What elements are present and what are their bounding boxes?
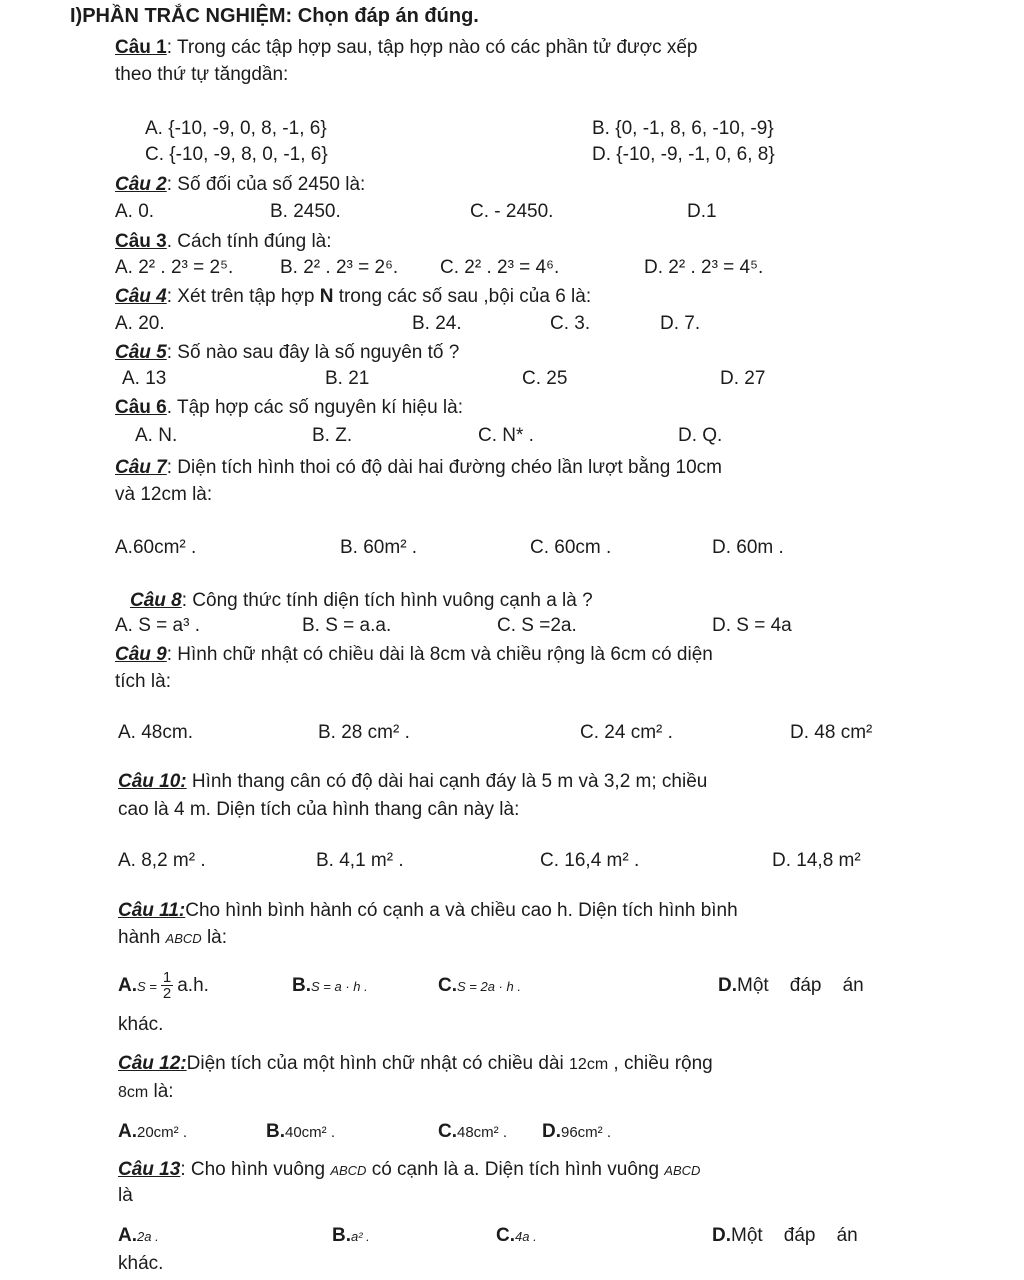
abcd-label: ABCD	[165, 931, 202, 946]
q13-option-d-cont: khác.	[118, 1253, 164, 1274]
q6-option-c[interactable]: C. N* .	[478, 425, 534, 446]
question-11	[118, 899, 738, 923]
q11-option-c-letter: C.	[438, 975, 457, 996]
question-5-text: : Số nào sau đây là số nguyên tố ?	[166, 342, 460, 363]
q12-option-a-value: 20cm² .	[137, 1124, 188, 1141]
q12-option-a[interactable]	[118, 1120, 187, 1145]
q13-option-b-value: a² .	[351, 1229, 370, 1244]
q11-option-d-letter: D.	[718, 975, 737, 996]
q12-option-b[interactable]	[266, 1120, 335, 1145]
q8-option-d[interactable]: D. S = 4a	[712, 615, 792, 636]
q4-option-b[interactable]: B. 24.	[412, 313, 462, 334]
question-4-text-pre: : Xét trên tập hợp	[166, 286, 320, 307]
q2-option-d[interactable]: D.1	[687, 201, 717, 222]
question-12-label: Câu 12:	[118, 1053, 187, 1074]
question-11-text-cont	[118, 926, 227, 951]
question-10	[118, 770, 707, 794]
q9-option-c[interactable]: C. 24 cm² .	[580, 722, 673, 743]
question-6	[115, 396, 463, 420]
q11-option-c[interactable]	[438, 974, 521, 999]
q12-option-b-value: 40cm² .	[285, 1124, 336, 1141]
abcd-label: ABCD	[330, 1163, 367, 1178]
question-8	[130, 589, 593, 613]
question-1	[115, 36, 698, 60]
question-10-text-cont: cao là 4 m. Diện tích của hình thang cân này là:	[118, 799, 520, 820]
width-value: 8cm	[118, 1084, 149, 1101]
question-3-text: . Cách tính đúng là:	[166, 231, 332, 252]
question-7-text: : Diện tích hình thoi có độ dài hai đường chéo lần lượt bằng 10cm	[166, 457, 722, 478]
q12-option-d-value: 96cm² .	[561, 1124, 612, 1141]
question-1-text-cont: theo thứ tự tăngdần:	[115, 64, 289, 85]
q10-option-d[interactable]: D. 14,8 m²	[772, 850, 861, 871]
q5-option-d[interactable]: D. 27	[720, 368, 766, 389]
question-13-text-mid: có cạnh là a. Diện tích hình vuông	[366, 1159, 665, 1180]
question-12-text-cont	[118, 1080, 174, 1105]
one-half-fraction	[161, 970, 173, 1001]
q11-option-d-text: Một đáp án	[737, 975, 864, 996]
q2-option-c[interactable]: C. - 2450.	[470, 201, 554, 222]
q3-option-c[interactable]: C. 2² . 2³ = 4⁶.	[440, 257, 560, 278]
q2-option-a[interactable]: A. 0.	[115, 201, 155, 222]
question-11-label: Câu 11:	[118, 900, 186, 921]
question-6-label: Câu 6	[115, 397, 167, 418]
q4-option-c[interactable]: C. 3.	[550, 313, 591, 334]
q4-option-a[interactable]: A. 20.	[115, 313, 165, 334]
q5-option-b[interactable]: B. 21	[325, 368, 370, 389]
q11-option-a[interactable]	[118, 966, 209, 1007]
q11-option-b-letter: B.	[292, 975, 311, 996]
q12-option-c-letter: C.	[438, 1121, 457, 1142]
question-9-label: Câu 9	[115, 644, 167, 665]
q1-option-c[interactable]: C. {-10, -9, 8, 0, -1, 6}	[145, 144, 328, 165]
q13-option-b-letter: B.	[332, 1225, 351, 1246]
q5-option-c[interactable]: C. 25	[522, 368, 568, 389]
question-11-text-pre: hành	[118, 927, 166, 948]
q12-option-d[interactable]	[542, 1120, 611, 1145]
question-2-text: : Số đối của số 2450 là:	[166, 174, 366, 195]
question-4-label: Câu 4	[115, 286, 167, 307]
q8-option-a[interactable]: A. S = a³ .	[115, 615, 201, 636]
q11-option-a-s: S =	[137, 979, 157, 994]
q11-option-b[interactable]	[292, 974, 368, 999]
q13-option-c-letter: C.	[496, 1225, 515, 1246]
question-11-text: Cho hình bình hành có cạnh a và chiều cao h. Diện tích hình bình	[185, 900, 738, 921]
question-2-label: Câu 2	[115, 174, 167, 195]
q4-option-d[interactable]: D. 7.	[660, 313, 701, 334]
q7-option-c[interactable]: C. 60cm .	[530, 537, 612, 558]
question-7-label: Câu 7	[115, 457, 167, 478]
q13-option-d[interactable]	[712, 1224, 858, 1248]
q2-option-b[interactable]: B. 2450.	[270, 201, 341, 222]
q6-option-b[interactable]: B. Z.	[312, 425, 353, 446]
q13-option-c[interactable]	[496, 1224, 537, 1249]
question-4	[115, 285, 591, 309]
question-5-label: Câu 5	[115, 342, 167, 363]
q7-option-a[interactable]: A.60cm² .	[115, 537, 197, 558]
question-10-label: Câu 10:	[118, 771, 187, 792]
q12-option-b-letter: B.	[266, 1121, 285, 1142]
question-13-label: Câu 13	[118, 1159, 181, 1180]
q13-option-c-value: 4a .	[515, 1229, 537, 1244]
q7-option-d[interactable]: D. 60m .	[712, 537, 784, 558]
question-1-text: : Trong các tập hợp sau, tập hợp nào có các phần tử được xếp	[166, 37, 698, 58]
question-11-text-post: là:	[201, 927, 228, 948]
question-8-text: : Công thức tính diện tích hình vuông cạnh a là ?	[181, 590, 593, 611]
question-8-label: Câu 8	[130, 590, 182, 611]
q11-option-b-expr: S = a · h .	[311, 979, 368, 994]
question-3-label: Câu 3	[115, 231, 167, 252]
question-7-text-cont: và 12cm là:	[115, 484, 213, 505]
question-3	[115, 230, 332, 254]
q9-option-b[interactable]: B. 28 cm² .	[318, 722, 410, 743]
q7-option-b[interactable]: B. 60m² .	[340, 537, 418, 558]
q10-option-c[interactable]: C. 16,4 m² .	[540, 850, 640, 871]
q12-option-a-letter: A.	[118, 1121, 137, 1142]
q9-option-a[interactable]: A. 48cm.	[118, 722, 193, 743]
question-12	[118, 1052, 713, 1077]
question-13-text-pre: : Cho hình vuông	[180, 1159, 331, 1180]
q6-option-d[interactable]: D. Q.	[678, 425, 723, 446]
question-13	[118, 1158, 700, 1183]
question-5	[115, 341, 459, 365]
q1-option-d[interactable]: D. {-10, -9, -1, 0, 6, 8}	[592, 144, 775, 165]
question-7	[115, 456, 722, 480]
question-9-text: : Hình chữ nhật có chiều dài là 8cm và chiều rộng là 6cm có diện	[166, 644, 713, 665]
q11-option-d-cont: khác.	[118, 1014, 164, 1035]
question-13-text-cont: là	[118, 1185, 133, 1206]
q13-option-d-letter: D.	[712, 1225, 731, 1246]
q12-option-d-letter: D.	[542, 1121, 561, 1142]
question-12-text-post: , chiều rộng	[608, 1053, 713, 1074]
fraction-numerator: 1	[162, 969, 172, 987]
q9-option-d[interactable]: D. 48 cm²	[790, 722, 873, 743]
q10-option-a[interactable]: A. 8,2 m² .	[118, 850, 206, 871]
q3-option-d[interactable]: D. 2² . 2³ = 4⁵.	[644, 257, 764, 278]
q13-option-a-value: 2a .	[137, 1229, 159, 1244]
question-1-label: Câu 1	[115, 37, 167, 58]
question-12-text-pre: Diện tích của một hình chữ nhật có chiều dài	[186, 1053, 570, 1074]
q8-option-c[interactable]: C. S =2a.	[497, 615, 577, 636]
abcd-label: ABCD	[664, 1163, 701, 1178]
q10-option-b[interactable]: B. 4,1 m² .	[316, 850, 404, 871]
length-value: 12cm	[569, 1056, 609, 1073]
q13-option-d-text: Một đáp án	[731, 1225, 858, 1246]
q3-option-b[interactable]: B. 2² . 2³ = 2⁶.	[280, 257, 399, 278]
q13-option-a-letter: A.	[118, 1225, 137, 1246]
q11-option-d[interactable]	[718, 974, 864, 998]
q11-option-a-letter: A.	[118, 975, 137, 996]
q11-option-a-rest: a.h.	[177, 975, 209, 996]
question-9	[115, 643, 713, 667]
q13-option-a[interactable]	[118, 1224, 159, 1249]
question-9-text-cont: tích là:	[115, 671, 171, 692]
q12-option-c-value: 48cm² .	[457, 1124, 508, 1141]
fraction-denominator: 2	[162, 985, 172, 1003]
q3-option-a[interactable]: A. 2² . 2³ = 2⁵.	[115, 257, 234, 278]
q13-option-b[interactable]	[332, 1224, 370, 1249]
q5-option-a[interactable]: A. 13	[122, 368, 167, 389]
question-12-text2: là:	[148, 1081, 174, 1102]
question-6-text: . Tập hợp các số nguyên kí hiệu là:	[166, 397, 463, 418]
q6-option-a[interactable]: A. N.	[135, 425, 178, 446]
q1-option-a[interactable]: A. {-10, -9, 0, 8, -1, 6}	[145, 118, 327, 139]
set-n-symbol: N	[319, 286, 334, 307]
question-10-text: Hình thang cân có độ dài hai cạnh đáy là 5 m và 3,2 m; chiều	[186, 771, 708, 792]
q11-option-c-expr: S = 2a · h .	[457, 979, 521, 994]
q8-option-b[interactable]: B. S = a.a.	[302, 615, 392, 636]
question-2	[115, 173, 365, 197]
section-title: I)PHẦN TRẮC NGHIỆM: Chọn đáp án đúng.	[70, 5, 479, 27]
q1-option-b[interactable]: B. {0, -1, 8, 6, -10, -9}	[592, 118, 774, 139]
question-4-text-post: trong các số sau ,bội của 6 là:	[333, 286, 592, 307]
q12-option-c[interactable]	[438, 1120, 507, 1145]
